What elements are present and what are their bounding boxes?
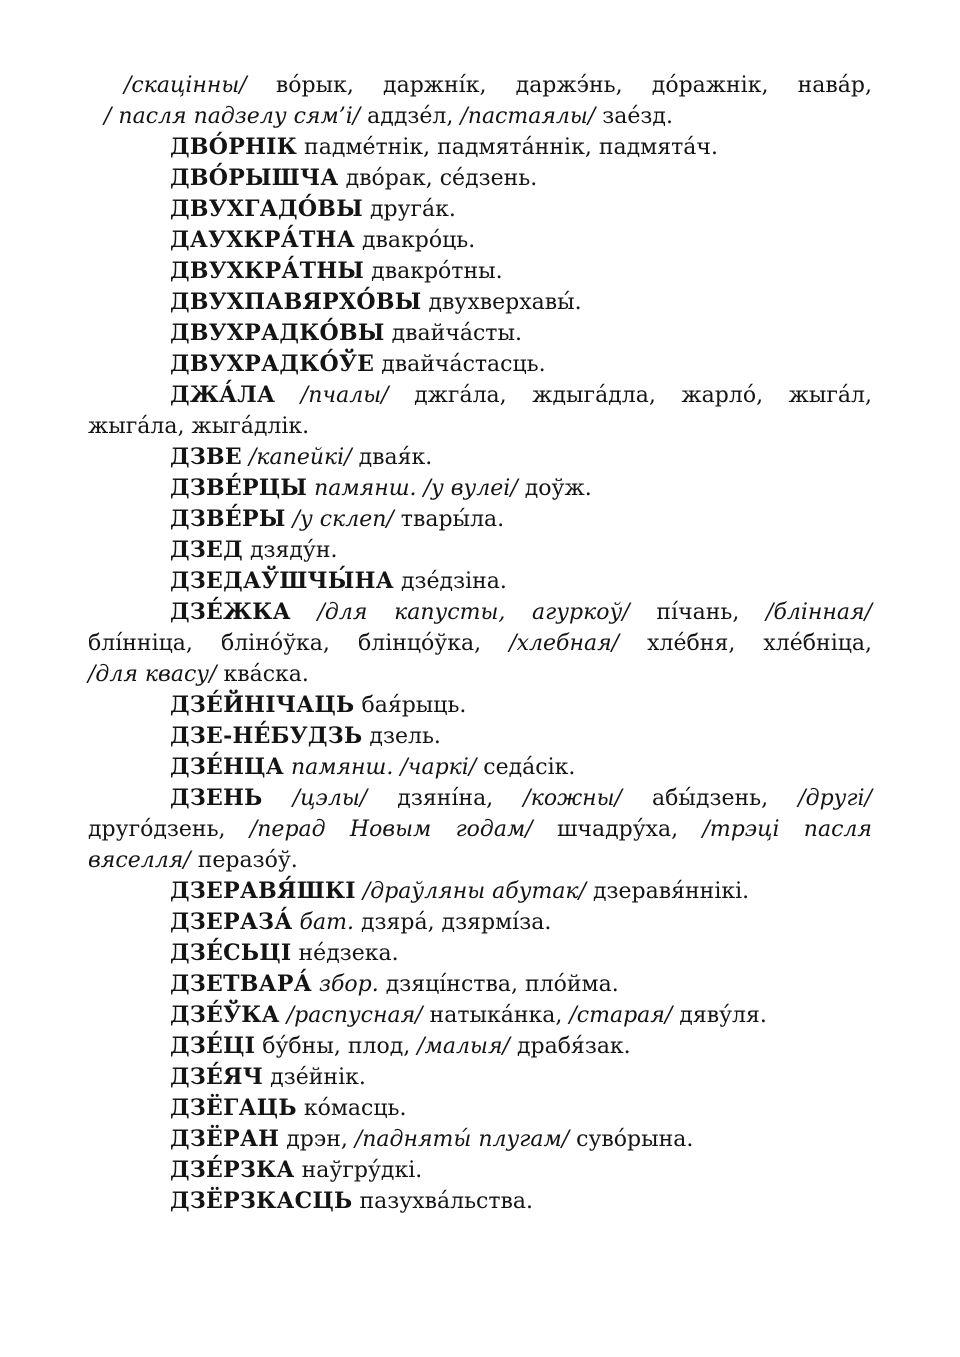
gloss-text: перазо́ў. bbox=[190, 848, 298, 873]
gloss-text: дяву́ля. bbox=[672, 1003, 767, 1028]
gloss-text: твары́ла. bbox=[393, 507, 505, 532]
gloss-text: дзяці́нства, пло́йма. bbox=[378, 972, 619, 997]
headword: ДАУХКРА́ТНА bbox=[170, 227, 355, 253]
usage-qualifier: /скацінны/ bbox=[124, 73, 247, 98]
usage-qualifier: /цэлы/ bbox=[262, 786, 368, 811]
gloss-text: двухверхавы́. bbox=[421, 290, 582, 315]
usage-qualifier: /падняты́ плугам/ bbox=[354, 1127, 570, 1152]
gloss-text: дзеравя́ннікі. bbox=[585, 879, 750, 904]
dictionary-line bbox=[88, 287, 872, 318]
dictionary-line bbox=[88, 225, 872, 256]
headword: ДЖА́ЛА bbox=[170, 382, 276, 408]
dictionary-line bbox=[88, 256, 872, 287]
gloss-text: ква́ска. bbox=[216, 662, 309, 687]
headword: ДВУХКРА́ТНЫ bbox=[170, 258, 365, 284]
dictionary-line bbox=[88, 721, 872, 752]
dictionary-line bbox=[88, 783, 872, 814]
headword: ДЗЕД bbox=[170, 537, 243, 563]
headword: ДЗВЕ́РЦЫ bbox=[170, 475, 308, 501]
headword: ДВУХГАДО́ВЫ bbox=[170, 196, 363, 222]
usage-qualifier: / пасля падзелу сям’і/ bbox=[104, 104, 361, 129]
headword: ДЗЕ-НЕ́БУДЗЬ bbox=[170, 723, 363, 749]
dictionary-line bbox=[88, 1186, 872, 1217]
gloss-text: двакро́ць. bbox=[354, 228, 476, 253]
usage-qualifier: /перад Новым годам/ bbox=[249, 817, 533, 842]
headword: ДЗЕРАЗА́ bbox=[170, 909, 293, 935]
dictionary-line bbox=[88, 535, 872, 566]
dictionary-line bbox=[88, 473, 872, 504]
usage-qualifier: збор. bbox=[311, 972, 379, 997]
dictionary-line bbox=[88, 597, 872, 628]
gloss-text: джга́ла, ждыга́дла, жарло́, жыга́л, bbox=[388, 383, 873, 408]
text-block bbox=[88, 70, 872, 1217]
dictionary-line bbox=[88, 690, 872, 721]
dictionary-line bbox=[88, 1155, 872, 1186]
usage-qualifier: /старая/ bbox=[569, 1003, 673, 1028]
headword: ДЗЕНЬ bbox=[170, 785, 263, 811]
dictionary-line bbox=[88, 1093, 872, 1124]
gloss-text: двакро́тны. bbox=[364, 259, 503, 284]
headword: ДВО́РЫШЧА bbox=[170, 165, 339, 191]
gloss-text: бу́бны, плод, bbox=[255, 1034, 418, 1059]
headword: ДЗЕ́СЬЦІ bbox=[170, 940, 292, 966]
gloss-text: наўгру́дкі. bbox=[294, 1158, 423, 1183]
headword: ДВУХРАДКО́ВЫ bbox=[170, 320, 385, 346]
usage-qualifier: /драўляны абутак/ bbox=[355, 879, 586, 904]
headword: ДЗЕ́РЗКА bbox=[170, 1157, 295, 1183]
dictionary-line bbox=[88, 876, 872, 907]
gloss-text: зае́зд. bbox=[595, 104, 673, 129]
gloss-text: двайча́стасць. bbox=[374, 352, 546, 377]
headword: ДЗЁГАЦЬ bbox=[170, 1095, 297, 1121]
dictionary-line bbox=[88, 504, 872, 535]
dictionary-line bbox=[88, 814, 872, 845]
usage-qualifier: /для капусты, агуркоў/ bbox=[290, 600, 630, 625]
dictionary-line bbox=[88, 411, 872, 442]
headword: ДЗЕ́ЦІ bbox=[170, 1033, 256, 1059]
usage-qualifier: /хлебная/ bbox=[509, 631, 620, 656]
headword: ДЗЕ́ЎКА bbox=[170, 1002, 280, 1028]
usage-qualifier: /капейкі/ bbox=[242, 445, 352, 470]
gloss-text: доўж. bbox=[517, 476, 592, 501]
dictionary-line bbox=[88, 1062, 872, 1093]
usage-qualifier: /для квасу/ bbox=[88, 662, 217, 687]
dictionary-line bbox=[88, 938, 872, 969]
gloss-text: седа́сік. bbox=[476, 755, 576, 780]
dictionary-line bbox=[88, 1000, 872, 1031]
gloss-text: не́дзека. bbox=[291, 941, 399, 966]
gloss-text: пазухва́льства. bbox=[352, 1189, 534, 1214]
usage-qualifier: /малыя/ bbox=[417, 1034, 510, 1059]
gloss-text: дзе́йнік. bbox=[263, 1065, 366, 1090]
gloss-text: бая́рыць. bbox=[354, 693, 467, 718]
gloss-text: шчадру́ха, bbox=[532, 817, 703, 842]
dictionary-line bbox=[88, 566, 872, 597]
gloss-text: дзяні́на, bbox=[367, 786, 524, 811]
gloss-text: дзель. bbox=[362, 724, 441, 749]
gloss-text: драбя́зак. bbox=[509, 1034, 631, 1059]
headword: ДЗЕДАЎШЧЫ́НА bbox=[170, 568, 394, 594]
gloss-text: во́рык, даржні́к, даржэ́нь, до́ражнік, нава́р, bbox=[246, 73, 872, 98]
dictionary-line bbox=[88, 442, 872, 473]
gloss-text: дво́рак, се́дзень. bbox=[338, 166, 538, 191]
gloss-text: двая́к. bbox=[351, 445, 433, 470]
gloss-text: дзяду́н. bbox=[242, 538, 338, 563]
dictionary-line bbox=[88, 101, 872, 132]
gloss-text: дзяра́, дзярмі́за. bbox=[353, 910, 552, 935]
dictionary-line bbox=[88, 163, 872, 194]
dictionary-line bbox=[88, 907, 872, 938]
usage-qualifier: памянш. /чаркі/ bbox=[283, 755, 477, 780]
dictionary-line bbox=[88, 318, 872, 349]
headword: ДВУХПАВЯРХО́ВЫ bbox=[170, 289, 422, 315]
gloss-text: суво́рына. bbox=[569, 1127, 694, 1152]
dictionary-line bbox=[88, 628, 872, 659]
headword: ДВУХРАДКО́ЎЕ bbox=[170, 351, 375, 377]
headword: ДВО́РНІК bbox=[170, 134, 298, 160]
dictionary-line bbox=[88, 845, 872, 876]
gloss-text: двайча́сты. bbox=[384, 321, 522, 346]
usage-qualifier: /другі/ bbox=[798, 786, 872, 811]
usage-qualifier: /трэці пасля bbox=[702, 817, 872, 842]
usage-qualifier: /пастаялы/ bbox=[460, 104, 596, 129]
usage-qualifier: /пчалы/ bbox=[275, 383, 389, 408]
headword: ДЗЕТВАРА́ bbox=[170, 971, 312, 997]
headword: ДЗЕРАВЯ́ШКІ bbox=[170, 878, 356, 904]
dictionary-line bbox=[88, 752, 872, 783]
dictionary-line bbox=[88, 349, 872, 380]
headword: ДЗЕ́ЖКА bbox=[170, 599, 291, 625]
headword: ДЗЕ́ЙНІЧАЦЬ bbox=[170, 692, 355, 718]
usage-qualifier: бат. bbox=[292, 910, 354, 935]
headword: ДЗЁРАН bbox=[170, 1126, 280, 1152]
gloss-text: ко́масць. bbox=[296, 1096, 407, 1121]
headword: ДЗВЕ bbox=[170, 444, 242, 470]
dictionary-line bbox=[88, 132, 872, 163]
usage-qualifier: /распусная/ bbox=[279, 1003, 423, 1028]
headword: ДЗВЕ́РЫ bbox=[170, 506, 286, 532]
gloss-text: блі́нніца, бліно́ўка, блінцо́ўка, bbox=[88, 631, 510, 656]
dictionary-line bbox=[88, 1124, 872, 1155]
gloss-text: падме́тнік, падмята́ннік, падмята́ч. bbox=[297, 135, 718, 160]
usage-qualifier: /кожны/ bbox=[523, 786, 622, 811]
dictionary-line bbox=[88, 969, 872, 1000]
gloss-text: абы́дзень, bbox=[621, 786, 799, 811]
gloss-text: жыга́ла, жыга́длік. bbox=[88, 414, 310, 439]
gloss-text: натыка́нка, bbox=[422, 1003, 570, 1028]
dictionary-line bbox=[88, 1031, 872, 1062]
usage-qualifier: вяселля/ bbox=[88, 848, 191, 873]
headword: ДЗЕ́НЦА bbox=[170, 754, 284, 780]
usage-qualifier: /у склеп/ bbox=[285, 507, 394, 532]
dictionary-line bbox=[88, 380, 872, 411]
dictionary-line bbox=[88, 659, 872, 690]
usage-qualifier: памянш. /у вулеі/ bbox=[307, 476, 518, 501]
dictionary-line bbox=[88, 70, 872, 101]
gloss-text: хле́бня, хле́бніца, bbox=[619, 631, 872, 656]
gloss-text: пі́чань, bbox=[629, 600, 767, 625]
gloss-text: аддзе́л, bbox=[360, 104, 461, 129]
gloss-text: дзе́дзіна. bbox=[393, 569, 507, 594]
headword: ДЗЁРЗКАСЦЬ bbox=[170, 1188, 353, 1214]
gloss-text: друга́к. bbox=[362, 197, 456, 222]
dictionary-line bbox=[88, 194, 872, 225]
usage-qualifier: /блінная/ bbox=[766, 600, 873, 625]
gloss-text: дрэн, bbox=[279, 1127, 355, 1152]
gloss-text: друго́дзень, bbox=[88, 817, 250, 842]
headword: ДЗЕ́ЯЧ bbox=[170, 1064, 264, 1090]
